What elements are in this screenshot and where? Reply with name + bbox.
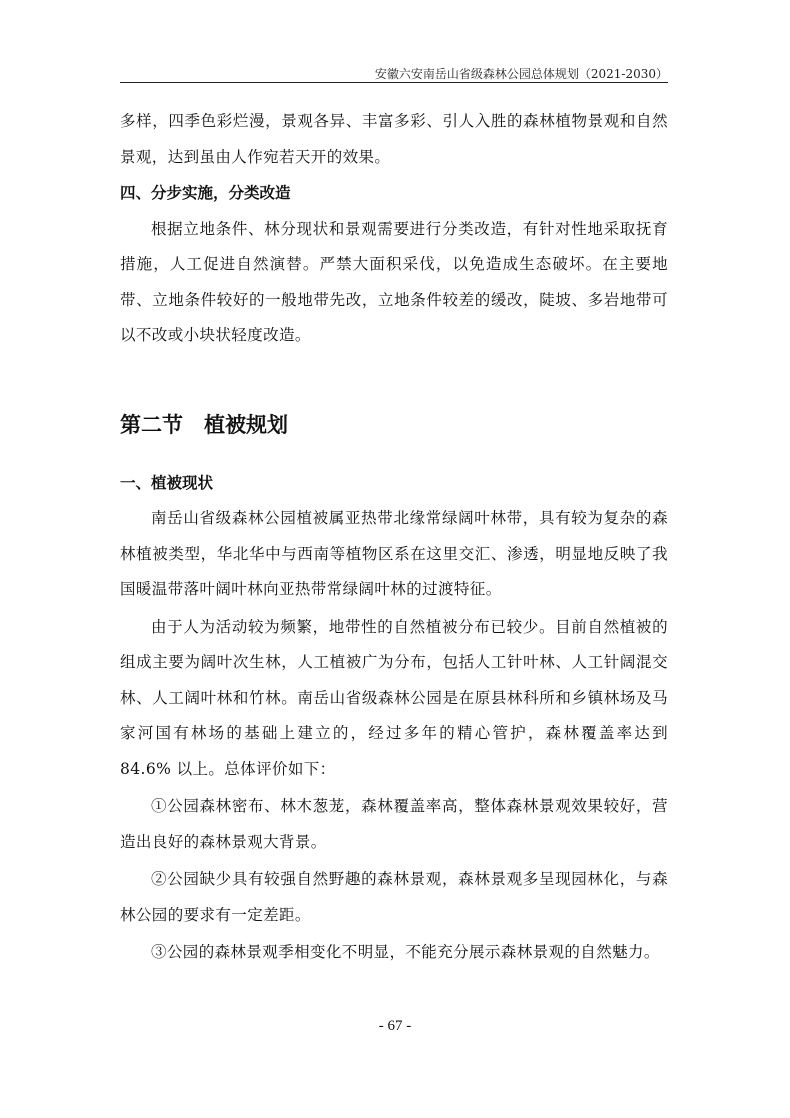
page-header [120, 62, 668, 83]
paragraph-vegetation-status-2: 由于人为活动较为频繁，地带性的自然植被分布已较少。目前自然植被的组成主要为阔叶次生林，人工植被广为分布，包括人工针叶林、人工针阔混交林、人工阔叶林和竹林。南岳山省级森林公园是在原县林科所和乡镇林场及马家河国有林场的基础上建立的，经过多年的精心管护，森林覆盖率达到 84.6% 以上。总体评价如下： [120, 617, 668, 778]
paragraph-evaluation-3: ③公园的森林景观季相变化不明显，不能充分展示森林景观的自然魅力。 [151, 943, 660, 961]
page-number: - 67 - [378, 1018, 412, 1034]
section-title: 第二节 植被规划 [120, 412, 288, 437]
heading-vegetation-status: 一、植被现状 [120, 473, 214, 492]
paragraph-continued: 多样，四季色彩烂漫，景观各异、丰富多彩、引人入胜的森林植物景观和自然景观，达到虽由人作宛若天开的效果。 [120, 112, 668, 166]
paragraph-step-implementation: 根据立地条件、林分现状和景观需要进行分类改造，有针对性地采取抚育措施，人工促进自然演替。严禁大面积采伐，以免造成生态破坏。在主要地带、立地条件较好的一般地带先改，立地条件较差的缓改，陡坡、多岩地带可以不改或小块状轻度改造。 [120, 219, 668, 344]
heading-step-implementation: 四、分步实施，分类改造 [120, 184, 291, 202]
paragraph-evaluation-2: ②公园缺少具有较强自然野趣的森林景观，森林景观多呈现园林化，与森林公园的要求有一定差距。 [120, 870, 668, 924]
page-content [120, 104, 668, 971]
paragraph-vegetation-status-1: 南岳山省级森林公园植被属亚热带北缘常绿阔叶林带，具有较为复杂的森林植被类型，华北华中与西南等植物区系在这里交汇、渗透，明显地反映了我国暖温带落叶阔叶林向亚热带常绿阔叶林的过渡特征。 [120, 509, 668, 598]
paragraph-evaluation-1: ①公园森林密布、林木葱茏，森林覆盖率高，整体森林景观效果较好，营造出良好的森林景观大背景。 [120, 797, 668, 851]
header-title: 安徽六安南岳山省级森林公园总体规划（2021-2030） [374, 67, 668, 81]
